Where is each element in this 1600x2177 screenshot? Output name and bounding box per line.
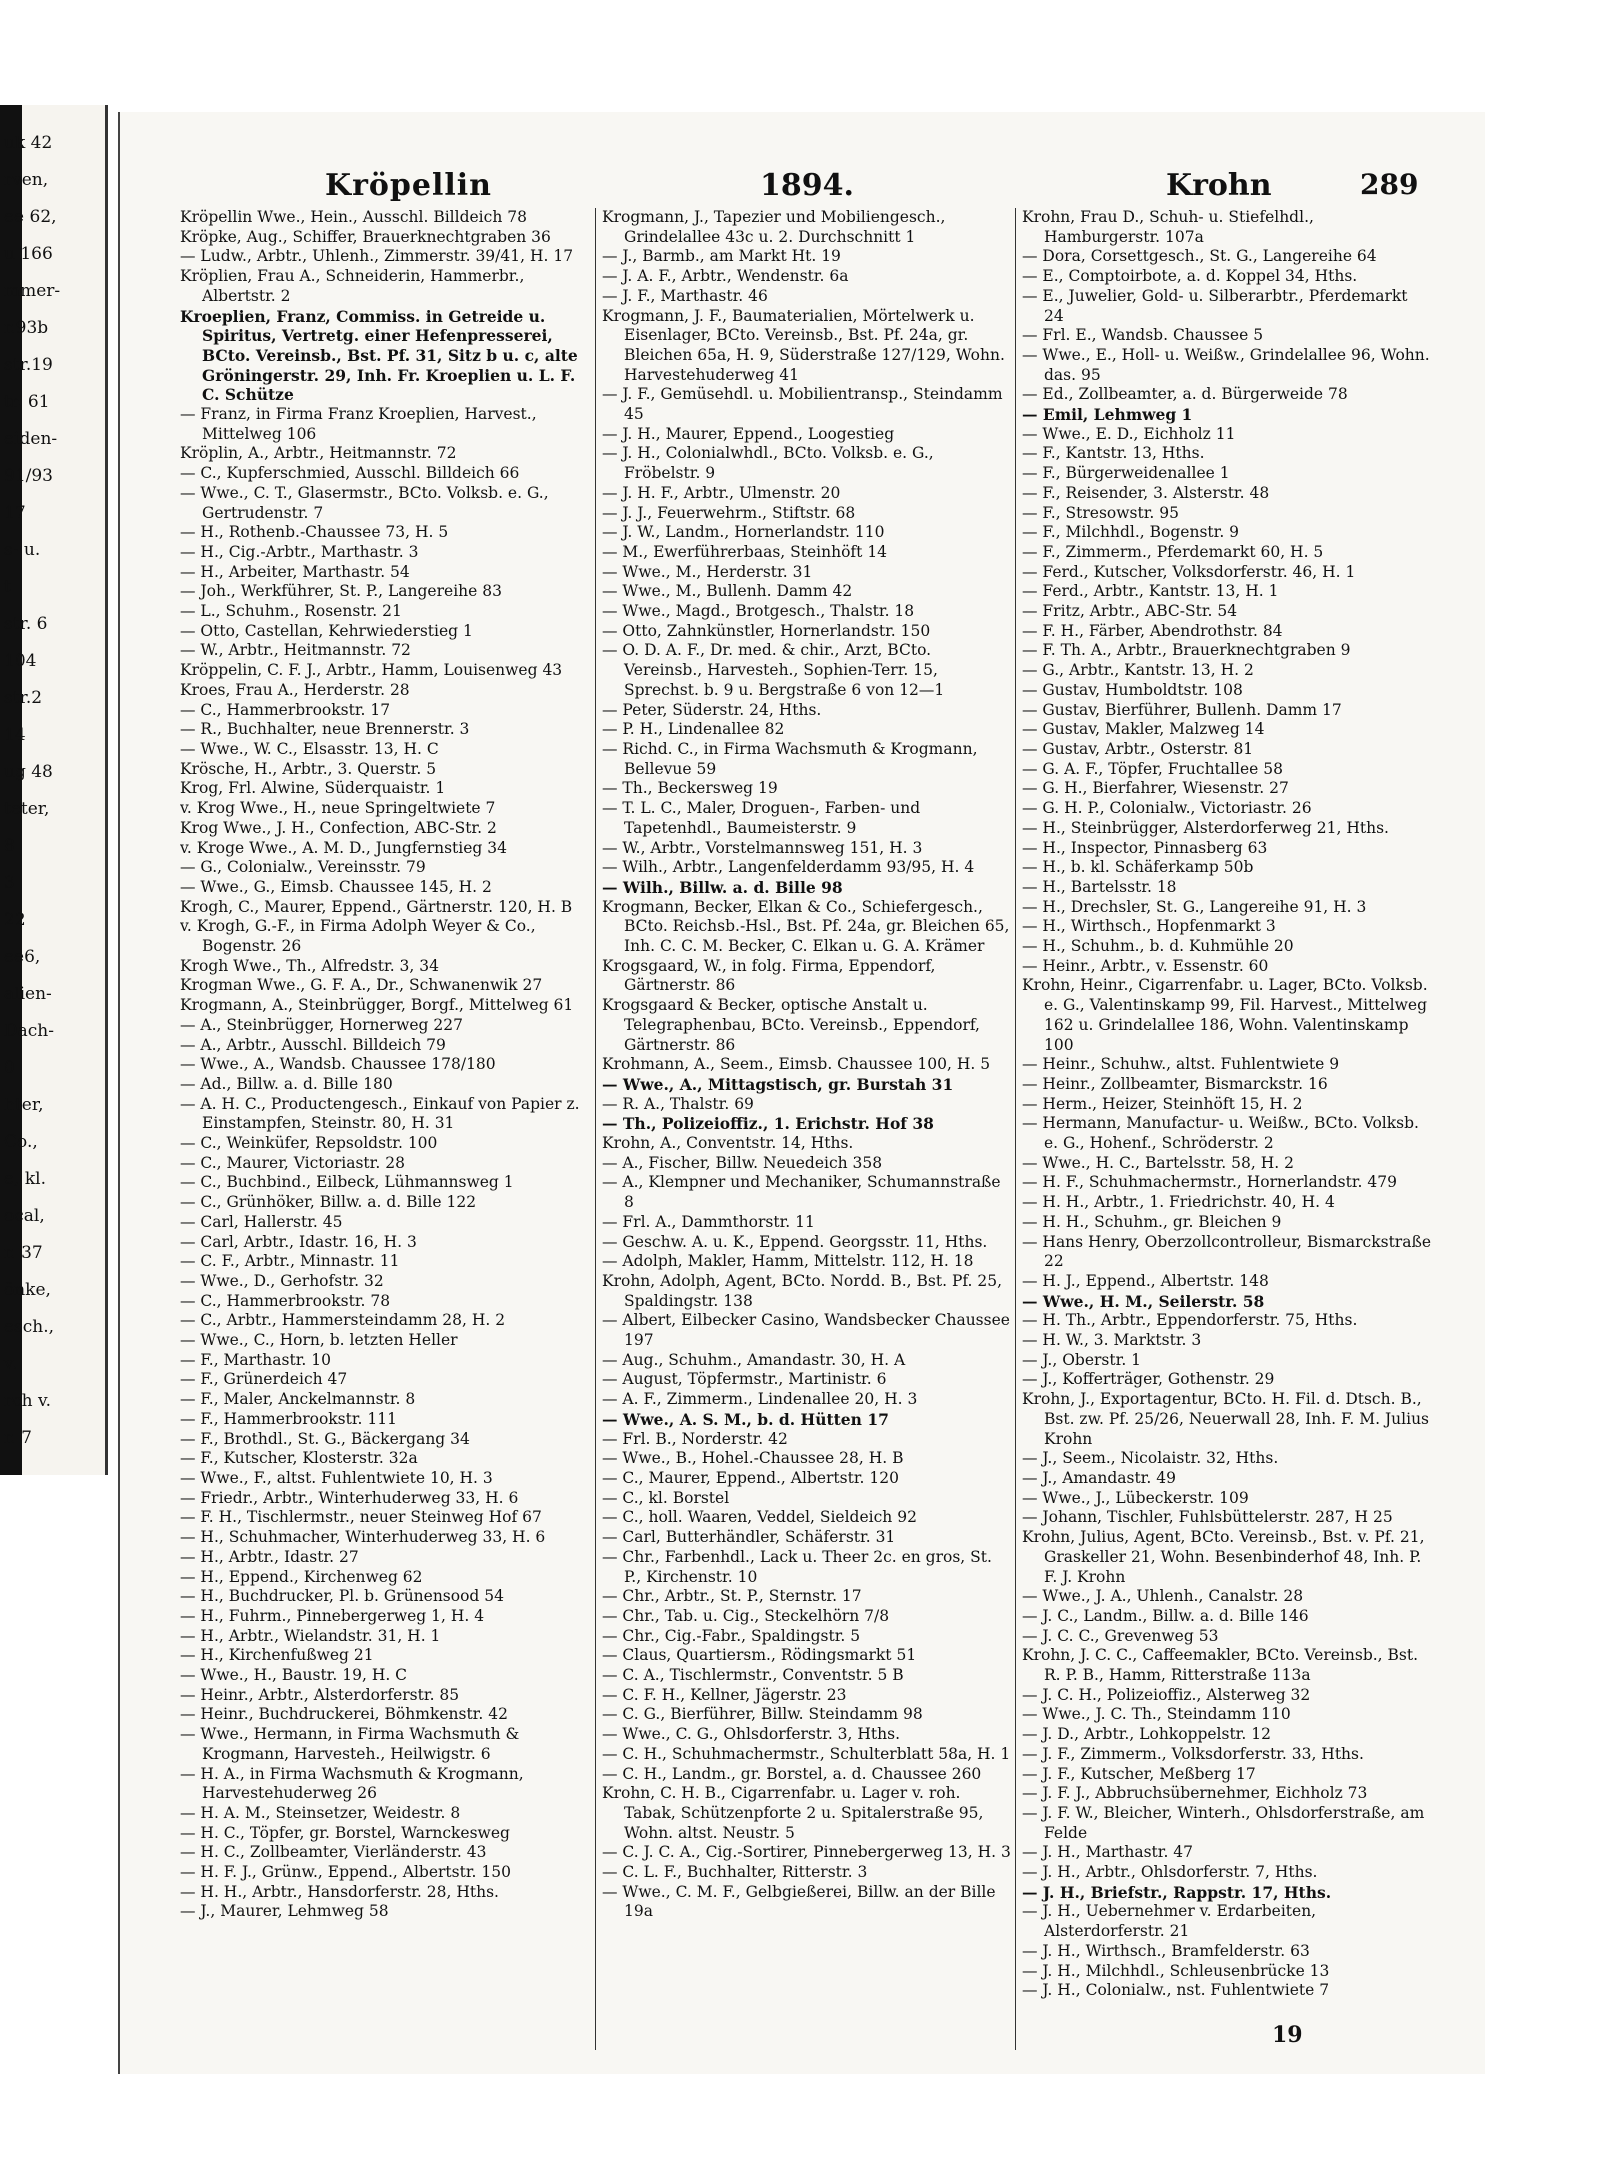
directory-entry: — C., Buchbind., Eilbeck, Lühmannsweg 1 (180, 1173, 514, 1192)
directory-entry: — Wwe., H. C., Bartelsstr. 58, H. 2 (1022, 1153, 1294, 1172)
directory-entry: — Adolph, Makler, Hamm, Mittelstr. 112, H. 18 (602, 1252, 974, 1271)
directory-entry: — H. H., Schuhm., gr. Bleichen 9 (1022, 1212, 1282, 1231)
directory-entry: Krohn, Heinr., Cigarrenfabr. u. Lager, BCto. Volksb. e. G., Valentinskamp 99, Fil. Harvest., Mittelweg 162 u. Grindelallee 186, Wohn. Valentinskamp 100 (1022, 976, 1428, 1054)
prev-page-fragment: teter, (4, 799, 50, 819)
directory-entry: — G. H. P., Colonialw., Victoriastr. 26 (1022, 799, 1312, 818)
directory-entry: — C. J. C. A., Cig.-Sortirer, Pinnebergerweg 13, H. 3 (602, 1843, 1011, 1862)
directory-entry: — Wwe., C. M. F., Gelbgießerei, Billw. an der Bille 19a (602, 1882, 996, 1921)
directory-entry: — Ad., Billw. a. d. Bille 180 (180, 1074, 393, 1093)
directory-entry: — J., Barmb., am Markt Ht. 19 (602, 247, 841, 266)
directory-entry: — H., Schuhmacher, Winterhuderweg 33, H. 6 (180, 1528, 546, 1547)
directory-entry: — Wwe., C. T., Glasermstr., BCto. Volksb. e. G., Gertrudenstr. 7 (180, 483, 549, 522)
directory-entry: — Wwe., J. A., Uhlenh., Canalstr. 28 (1022, 1587, 1304, 1606)
directory-entry: — M., Ewerführerbaas, Steinhöft 14 (602, 542, 888, 561)
directory-entry: — Th., Polizeioffiz., 1. Erichstr. Hof 38 (602, 1114, 934, 1134)
directory-entry: — A., Arbtr., Ausschl. Billdeich 79 (180, 1035, 446, 1054)
directory-entry: — H., Eppend., Kirchenweg 62 (180, 1567, 423, 1586)
directory-entry: — Wwe., J., Lübeckerstr. 109 (1022, 1488, 1249, 1507)
directory-entry: — R. A., Thalstr. 69 (602, 1094, 754, 1113)
directory-entry: — F., Marthastr. 10 (180, 1350, 331, 1369)
directory-entry: — G. H., Bierfahrer, Wiesenstr. 27 (1022, 779, 1289, 798)
column-2 (595, 208, 1012, 2050)
directory-entry: — Hermann, Manufactur- u. Weißw., BCto. Volksb. e. G., Hohenf., Schröderstr. 2 (1022, 1114, 1419, 1153)
prev-page-fragment: önke, (4, 1280, 51, 1300)
directory-entry: — Wwe., W. C., Elsasstr. 13, H. C (180, 739, 439, 758)
directory-entry: — Wwe., A., Wandsb. Chaussee 178/180 (180, 1055, 496, 1074)
directory-entry: — H. H., Arbtr., 1. Friedrichstr. 40, H. 4 (1022, 1193, 1335, 1212)
directory-entry: — H., Rothenb.-Chaussee 73, H. 5 (180, 523, 449, 542)
directory-entry: — C., kl. Borstel (602, 1488, 730, 1507)
directory-entry: — Franz, in Firma Franz Kroeplien, Harvest., Mittelweg 106 (180, 405, 537, 443)
directory-entry: — H., Wirthsch., Hopfenmarkt 3 (1022, 917, 1276, 936)
directory-entry: — Albert, Eilbecker Casino, Wandsbecker Chaussee 197 (602, 1311, 1010, 1350)
directory-entry: — Wwe., F., altst. Fuhlentwiete 10, H. 3 (180, 1469, 493, 1487)
directory-entry: — Wwe., Hermann, in Firma Wachsmuth & Krogmann, Harvesteh., Heilwigstr. 6 (180, 1725, 520, 1763)
prev-page-fragment: Co., (4, 1132, 38, 1152)
prev-page-fragment: ocal, (4, 1206, 45, 1226)
directory-entry: — H., Bartelsstr. 18 (1022, 877, 1177, 896)
header-year: 1894. (760, 168, 854, 203)
directory-entry: — C., Grünhöker, Billw. a. d. Bille 122 (180, 1193, 477, 1212)
directory-entry: — F. H., Färber, Abendrothstr. 84 (1022, 621, 1283, 640)
prev-page-fragment: 14 (4, 725, 26, 745)
directory-entry: Krog, Frl. Alwine, Süderquaistr. 1 (180, 779, 446, 798)
directory-entry: — A. F., Zimmerm., Lindenallee 20, H. 3 (602, 1390, 918, 1409)
directory-entry: — H. J., Eppend., Albertstr. 148 (1022, 1271, 1269, 1290)
directory-entry: — E., Comptoirbote, a. d. Koppel 34, Hths. (1022, 267, 1358, 286)
directory-entry: — Wwe., H., Baustr. 19, H. C (180, 1666, 408, 1685)
directory-entry: — C., Hammerbrookstr. 17 (180, 700, 391, 719)
prev-page-fragment: r. 37 (4, 1243, 43, 1263)
directory-entry: v. Krogh, G.-F., in Firma Adolph Weyer & Co., Bogenstr. 26 (180, 917, 536, 956)
directory-entry: — A., Klempner und Mechaniker, Schumannstraße 8 (602, 1173, 1001, 1212)
directory-entry: — J. F., Zimmerm., Volksdorferstr. 33, Hths. (1022, 1744, 1364, 1763)
signature-mark: 19 (1272, 2022, 1303, 2048)
directory-entry: Kroes, Frau A., Herderstr. 28 (180, 680, 410, 699)
directory-entry: — Wwe., B., Hohel.-Chaussee 28, H. B (602, 1449, 904, 1468)
directory-entry: — Chr., Tab. u. Cig., Steckelhörn 7/8 (602, 1606, 890, 1625)
directory-entry: — J. H., Colonialwhdl., BCto. Volksb. e. G., Fröbelstr. 9 (602, 444, 934, 483)
directory-entry: Krohn, J., Exportagentur, BCto. H. Fil. d. Dtsch. B., Bst. zw. Pf. 25/26, Neuerwall 28, Inh. F. M. Julius Krohn (1022, 1390, 1430, 1448)
directory-entry: Krohn, C. H. B., Cigarrenfabr. u. Lager v. roh. Tabak, Schützenpforte 2 u. Spitalerstraße 95, Wohn. altst. Neustr. 5 (602, 1784, 984, 1842)
directory-entry: — Carl, Butterhändler, Schäferstr. 31 (602, 1528, 896, 1547)
directory-entry: Krogman Wwe., G. F. A., Dr., Schwanenwik 27 (180, 976, 543, 995)
directory-entry: — G., Colonialw., Vereinsstr. 79 (180, 858, 426, 877)
prev-page-fragment: Dach- (4, 1021, 54, 1041)
directory-entry: — J. J., Feuerwehrm., Stiftstr. 68 (602, 503, 856, 522)
directory-entry: — H. H., Arbtr., Hansdorferstr. 28, Hths. (180, 1882, 499, 1901)
directory-entry: — G., Arbtr., Kantstr. 13, H. 2 (1022, 661, 1254, 680)
prev-page-fragment: esch., (4, 1317, 55, 1337)
directory-entry: — J. F. J., Abbruchsübernehmer, Eichholz 73 (1022, 1784, 1368, 1803)
directory-entry: — J. H., Milchhdl., Schleusenbrücke 13 (1022, 1961, 1330, 1980)
directory-entry: — Chr., Farbenhdl., Lack u. Theer 2c. en gros, St. P., Kirchenstr. 10 (602, 1547, 992, 1586)
directory-entry: — F., Maler, Anckelmannstr. 8 (180, 1390, 416, 1409)
directory-entry: Krogsgaard & Becker, optische Anstalt u. Telegraphenbau, BCto. Vereinsb., Eppendorf, Gärtnerstr. 86 (602, 996, 980, 1054)
directory-entry: — R., Buchhalter, neue Brennerstr. 3 (180, 720, 470, 739)
directory-entry: — C. G., Bierführer, Billw. Steindamm 98 (602, 1705, 923, 1724)
directory-entry: — Claus, Quartiersm., Rödingsmarkt 51 (602, 1646, 917, 1665)
directory-entry: Krogh, C., Maurer, Eppend., Gärtnerstr. 120, H. B (180, 897, 573, 916)
directory-entry: Kröppelin, C. F. J., Arbtr., Hamm, Louisenweg 43 (180, 661, 563, 680)
book-spine (0, 105, 22, 1475)
directory-entry: — Hans Henry, Oberzollcontrolleur, Bismarckstraße 22 (1022, 1232, 1431, 1271)
prev-page-fragment: 22 (4, 910, 26, 930)
prev-page-fragment: s- u. (4, 540, 41, 560)
header-left-keyword: Kröpellin (325, 168, 492, 203)
directory-entry: — F., Reisender, 3. Alsterstr. 48 (1022, 483, 1270, 502)
directory-entry: — C. F., Arbtr., Minnastr. 11 (180, 1252, 400, 1271)
directory-entry: Krogh Wwe., Th., Alfredstr. 3, 34 (180, 956, 439, 975)
prev-page-fragment: 0 (4, 1058, 15, 1078)
directory-entry: — Emil, Lehmweg 1 (1022, 405, 1193, 425)
directory-entry: — L., Schuhm., Rosenstr. 21 (180, 602, 402, 621)
directory-entry: Krohn, Frau D., Schuh- u. Stiefelhdl., Hamburgerstr. 107a (1022, 208, 1314, 246)
directory-entry: — Dora, Corsettgesch., St. G., Langereihe 64 (1022, 247, 1377, 266)
directory-entry: — P. H., Lindenallee 82 (602, 720, 785, 739)
directory-entry: — Wwe., A. S. M., b. d. Hütten 17 (602, 1409, 889, 1429)
header-right-keyword: Krohn (1166, 168, 1272, 203)
directory-entry: — Frl. E., Wandsb. Chaussee 5 (1022, 326, 1264, 345)
directory-entry: Krohn, J. C. C., Caffeemakler, BCto. Vereinsb., Bst. R. P. B., Hamm, Ritterstraße 113a (1022, 1646, 1419, 1685)
directory-entry: — Wwe., J. C. Th., Steindamm 110 (1022, 1705, 1291, 1724)
directory-entry: — H. F. J., Grünw., Eppend., Albertstr. 150 (180, 1863, 511, 1882)
prev-page-fragment: hter, (4, 1095, 44, 1115)
directory-entry: — F., Grünerdeich 47 (180, 1370, 348, 1389)
prev-page-fragment: str.19 (4, 355, 53, 375)
directory-entry: — J. H., Briefstr., Rappstr. 17, Hths. (1022, 1882, 1332, 1902)
directory-entry: — Joh., Werkführer, St. P., Langereihe 83 (180, 582, 502, 601)
directory-entry: — Wwe., C. G., Ohlsdorferstr. 3, Hths. (602, 1725, 901, 1744)
prev-page-fragment: str.2 (4, 688, 43, 708)
directory-entry: Kröplien, Frau A., Schneiderin, Hammerbr., Albertstr. 2 (180, 267, 525, 305)
directory-entry: Krohn, Adolph, Agent, BCto. Nordd. B., Bst. Pf. 25, Spaldingstr. 138 (602, 1271, 1003, 1310)
directory-entry: — J. H., Colonialw., nst. Fuhlentwiete 7 (1022, 1981, 1330, 2000)
directory-entry: — J. W., Landm., Hornerlandstr. 110 (602, 523, 885, 542)
directory-entry: — H., Schuhm., b. d. Kuhmühle 20 (1022, 937, 1294, 956)
directory-entry: — J. H., Arbtr., Ohlsdorferstr. 7, Hths. (1022, 1863, 1318, 1882)
directory-entry: — F., Kantstr. 13, Hths. (1022, 444, 1205, 463)
directory-entry: Krogmann, J. F., Baumaterialien, Mörtelwerk u. Eisenlager, BCto. Vereinsb., Bst. Pf. 24a, gr. Bleichen 65a, H. 9, Süderstraße 127/129, Wohn. Harvestehuderweg 41 (602, 306, 1005, 384)
directory-entry: — Friedr., Arbtr., Winterhuderweg 33, H. 6 (180, 1488, 519, 1507)
directory-entry: Krohmann, A., Seem., Eimsb. Chaussee 100, H. 5 (602, 1055, 991, 1074)
directory-entry: — F., Zimmerm., Pferdemarkt 60, H. 5 (1022, 542, 1324, 561)
directory-entry: — C. L. F., Buchhalter, Ritterstr. 3 (602, 1863, 868, 1882)
directory-entry: — J. H., Wirthsch., Bramfelderstr. 63 (1022, 1941, 1310, 1960)
directory-entry: Kröpke, Aug., Schiffer, Brauerknechtgraben 36 (180, 227, 551, 246)
directory-entry: — H. F., Schuhmachermstr., Hornerlandstr. 479 (1022, 1173, 1397, 1192)
directory-entry: Kroeplien, Franz, Commiss. in Getreide u. Spiritus, Vertretg. einer Hefenpresserei, BCto. Vereinsb., Bst. Pf. 31, Sitz b u. c, alte Gröningerstr. 29, Inh. Fr. Kroeplien u. L. F. C. Schütze (180, 306, 578, 405)
directory-entry: Kröpellin Wwe., Hein., Ausschl. Billdeich 78 (180, 208, 527, 226)
directory-entry: Krohn, Julius, Agent, BCto. Vereinsb., Bst. v. Pf. 21, Graskeller 21, Wohn. Besenbinderhof 48, Inh. P. F. J. Krohn (1022, 1528, 1425, 1586)
prev-page-fragment: ee6, (4, 947, 41, 967)
directory-page (118, 112, 1485, 2074)
directory-entry: — H. W., 3. Marktstr. 3 (1022, 1331, 1202, 1350)
directory-entry: — Wwe., D., Gerhofstr. 32 (180, 1271, 384, 1290)
directory-entry: v. Krog Wwe., H., neue Springeltwiete 7 (180, 799, 496, 818)
directory-entry: — H. Th., Arbtr., Eppendorferstr. 75, Hths. (1022, 1311, 1358, 1330)
directory-entry: — Ed., Zollbeamter, a. d. Bürgerweide 78 (1022, 385, 1348, 404)
directory-entry: — Richd. C., in Firma Wachsmuth & Krogmann, Bellevue 59 (602, 739, 978, 778)
directory-entry: — Otto, Zahnkünstler, Hornerlandstr. 150 (602, 621, 931, 640)
directory-entry: Krogmann, Becker, Elkan & Co., Schiefergesch., BCto. Reichsb.-Hsl., Bst. Pf. 24a, gr. Bleichen 65, Inh. C. C. M. Becker, C. Elkan u. G. A. Krämer (602, 897, 1010, 956)
directory-entry: — J. H. F., Arbtr., Ulmenstr. 20 (602, 483, 841, 502)
prev-page-fragment: 91/93 (4, 466, 53, 486)
directory-entry: — C., Arbtr., Hammersteindamm 28, H. 2 (180, 1311, 506, 1330)
directory-entry: — J., Seem., Nicolaistr. 32, Hths. (1022, 1449, 1279, 1468)
directory-entry: Krösche, H., Arbtr., 3. Querstr. 5 (180, 759, 437, 778)
prev-page-fragment: rven, (4, 170, 49, 190)
directory-entry: — Heinr., Zollbeamter, Bismarckstr. 16 (1022, 1074, 1328, 1093)
directory-entry: — H., Steinbrügger, Alsterdorferweg 21, Hths. (1022, 818, 1389, 837)
directory-entry: — H., Drechsler, St. G., Langereihe 91, H. 3 (1022, 897, 1367, 916)
directory-entry: — J., Oberstr. 1 (1022, 1350, 1142, 1369)
directory-entry: — Frl. B., Norderstr. 42 (602, 1429, 788, 1448)
directory-entry: — Gustav, Humboldtstr. 108 (1022, 680, 1243, 699)
directory-entry: — Heinr., Arbtr., v. Essenstr. 60 (1022, 956, 1269, 975)
directory-entry: — August, Töpfermstr., Martinistr. 6 (602, 1370, 887, 1389)
prev-page-fragment: alien- (4, 984, 52, 1004)
directory-entry: — J. C., Landm., Billw. a. d. Bille 146 (1022, 1606, 1309, 1625)
prev-page-fragment: 17 (4, 503, 26, 523)
directory-entry: — F., Bürgerweidenallee 1 (1022, 464, 1230, 483)
directory-entry: — H., Inspector, Pinnasberg 63 (1022, 838, 1268, 857)
directory-entry: Krog Wwe., J. H., Confection, ABC-Str. 2 (180, 818, 497, 837)
directory-entry: — J. H., Uebernehmer v. Erdarbeiten, Alsterdorferstr. 21 (1022, 1902, 1317, 1941)
prev-page-fragment: str. 6 (4, 614, 48, 634)
directory-entry: — H., b. kl. Schäferkamp 50b (1022, 858, 1254, 877)
directory-entry: — Chr., Arbtr., St. P., Sternstr. 17 (602, 1587, 862, 1606)
directory-entry: — J. H., Marthastr. 47 (1022, 1843, 1194, 1862)
directory-entry: — J., Maurer, Lehmweg 58 (180, 1902, 389, 1921)
directory-entry: — C. A., Tischlermstr., Conventstr. 5 B (602, 1666, 904, 1685)
prev-page-fragment: ee 62, (4, 207, 57, 227)
column-3 (1015, 208, 1432, 2050)
directory-entry: — Herm., Heizer, Steinhöft 15, H. 2 (1022, 1094, 1303, 1113)
directory-entry: — Wwe., M., Herderstr. 31 (602, 562, 813, 581)
directory-entry: — C. H., Landm., gr. Borstel, a. d. Chaussee 260 (602, 1764, 982, 1783)
directory-entry: — Johann, Tischler, Fuhlsbüttelerstr. 287, H 25 (1022, 1508, 1393, 1527)
column-1 (180, 208, 590, 2050)
directory-entry: — F., Stresowstr. 95 (1022, 503, 1179, 522)
prev-page-fragment: t (4, 577, 11, 597)
directory-entry: — J. C. H., Polizeioffiz., Alsterweg 32 (1022, 1685, 1311, 1704)
directory-entry: — A. H. C., Productengesch., Einkauf von Papier z. Einstampfen, Steinstr. 80, H. 31 (180, 1094, 580, 1133)
directory-entry: — C., Weinküfer, Repsoldstr. 100 (180, 1134, 438, 1153)
directory-entry: — J. F., Kutscher, Meßberg 17 (1022, 1764, 1256, 1783)
directory-entry: — F., Milchhdl., Bogenstr. 9 (1022, 523, 1240, 542)
directory-entry: — Heinr., Arbtr., Alsterdorferstr. 85 (180, 1685, 460, 1704)
directory-entry: — J. D., Arbtr., Lohkoppelstr. 12 (1022, 1725, 1271, 1744)
directory-entry: — Wwe., G., Eimsb. Chaussee 145, H. 2 (180, 877, 492, 896)
directory-entry: — C., Maurer, Victoriastr. 28 (180, 1153, 405, 1172)
directory-entry: — F., Brothdl., St. G., Bäckergang 34 (180, 1429, 470, 1448)
directory-entry: — W., Arbtr., Vorstelmannsweg 151, H. 3 (602, 838, 923, 857)
directory-entry: — Wwe., C., Horn, b. letzten Heller (180, 1331, 458, 1350)
directory-entry: — T. L. C., Maler, Droguen-, Farben- und Tapetenhdl., Baumeisterstr. 9 (602, 799, 921, 837)
directory-entry: — Peter, Süderstr. 24, Hths. (602, 700, 822, 719)
directory-entry: — H., Buchdrucker, Pl. b. Grünensood 54 (180, 1587, 505, 1606)
directory-entry: — F., Hammerbrookstr. 111 (180, 1409, 397, 1428)
directory-entry: — Ludw., Arbtr., Uhlenh., Zimmerstr. 39/41, H. 17 (180, 247, 574, 266)
directory-entry: — H., Cig.-Arbtr., Marthastr. 3 (180, 542, 419, 561)
directory-entry: — J. C. C., Grevenweg 53 (1022, 1626, 1219, 1645)
directory-entry: — Wwe., M., Bullenh. Damm 42 (602, 582, 853, 601)
prev-page-fragment: 3 (4, 873, 15, 893)
directory-entry: — F. H., Tischlermstr., neuer Steinweg Hof 67 (180, 1508, 542, 1527)
directory-entry: — E., Juwelier, Gold- u. Silberarbtr., Pferdemarkt 24 (1022, 286, 1408, 325)
directory-entry: Krohn, A., Conventstr. 14, Hths. (602, 1134, 854, 1153)
directory-entry: — H. A. M., Steinsetzer, Weidestr. 8 (180, 1803, 461, 1822)
directory-entry: — Wwe., E., Holl- u. Weißw., Grindelallee 96, Wohn. das. 95 (1022, 345, 1430, 384)
directory-entry: — Heinr., Schuhw., altst. Fuhlentwiete 9 (1022, 1055, 1340, 1074)
prev-page-fragment: e, kl. (4, 1169, 47, 1189)
prev-page-fragment: rch v. (4, 1391, 51, 1411)
directory-entry: — Ferd., Kutscher, Volksdorferstr. 46, H. 1 (1022, 562, 1356, 581)
directory-entry: — Chr., Cig.-Fabr., Spaldingstr. 5 (602, 1626, 861, 1645)
prev-page-fragment: 104 (4, 651, 37, 671)
page-header (120, 168, 1485, 208)
directory-entry: — Fritz, Arbtr., ABC-Str. 54 (1022, 602, 1238, 621)
directory-entry: — C., Kupferschmied, Ausschl. Billdeich 66 (180, 464, 520, 483)
directory-entry: — A., Fischer, Billw. Neuedeich 358 (602, 1153, 883, 1172)
directory-entry: — O. D. A. F., Dr. med. & chir., Arzt, BCto. Vereinsb., Harvesteh., Sophien-Terr. 15, Sprechst. b. 9 u. Bergstraße 6 von 12—1 (602, 641, 945, 699)
directory-entry: — F. Th. A., Arbtr., Brauerknechtgraben 9 (1022, 641, 1351, 660)
directory-entry: Krogmann, J., Tapezier und Mobiliengesch., Grindelallee 43c u. 2. Durchschnitt 1 (602, 208, 946, 246)
directory-entry: — J. H., Maurer, Eppend., Loogestieg (602, 424, 895, 443)
prev-page-fragment: u 166 (4, 244, 53, 264)
directory-entry: — H. C., Zollbeamter, Vierländerstr. 43 (180, 1843, 487, 1862)
directory-entry: Kröplin, A., Arbtr., Heitmannstr. 72 (180, 444, 457, 463)
directory-entry: — Wwe., E. D., Eichholz 11 (1022, 424, 1236, 443)
directory-entry: — H., Kirchenfußweg 21 (180, 1646, 374, 1665)
directory-entry: — Carl, Arbtr., Idastr. 16, H. 3 (180, 1232, 417, 1251)
directory-entry: — Frl. A., Dammthorstr. 11 (602, 1212, 815, 1231)
directory-entry: v. Kroge Wwe., A. M. D., Jungfernstieg 34 (180, 838, 507, 857)
directory-entry: — Gustav, Bierführer, Bullenh. Damm 17 (1022, 700, 1342, 719)
directory-entry: — H., Arbeiter, Marthastr. 54 (180, 562, 410, 581)
directory-entry: — A., Steinbrügger, Hornerweg 227 (180, 1015, 463, 1034)
prev-page-fragment: r. 7 (4, 1428, 32, 1448)
prev-page-fragment: mmer- (4, 281, 61, 301)
prev-page-fragment: ug 48 (4, 762, 53, 782)
prev-page-fragment: 8 (4, 836, 15, 856)
directory-entry: — H., Fuhrm., Pinnebergerweg 1, H. 4 (180, 1606, 485, 1625)
directory-entry: — H. C., Töpfer, gr. Borstel, Warnckesweg (180, 1823, 510, 1842)
directory-entry: — J. F., Marthastr. 46 (602, 286, 768, 305)
directory-entry: — J., Kofferträger, Gothenstr. 29 (1022, 1370, 1275, 1389)
directory-entry: — J., Amandastr. 49 (1022, 1469, 1176, 1487)
directory-entry: — Th., Beckersweg 19 (602, 779, 778, 798)
directory-entry: Krogsgaard, W., in folg. Firma, Eppendorf, Gärtnerstr. 86 (602, 956, 936, 995)
directory-entry: — Gustav, Makler, Malzweg 14 (1022, 720, 1265, 739)
directory-entry: — G. A. F., Töpfer, Fruchtallee 58 (1022, 759, 1283, 778)
directory-entry: — Wilh., Billw. a. d. Bille 98 (602, 877, 843, 897)
directory-entry: Krogmann, A., Steinbrügger, Borgf., Mittelweg 61 (180, 996, 574, 1015)
directory-entry: — Aug., Schuhm., Amandastr. 30, H. A (602, 1350, 906, 1369)
directory-entry: — Ferd., Arbtr., Kantstr. 13, H. 1 (1022, 582, 1279, 601)
directory-entry: — Geschw. A. u. K., Eppend. Georgsstr. 11, Hths. (602, 1232, 988, 1251)
directory-entry: — J. F. W., Bleicher, Winterh., Ohlsdorferstraße, am Felde (1022, 1803, 1425, 1842)
prev-page-fragment: eiden- (4, 429, 58, 449)
directory-entry: — C. H., Schuhmachermstr., Schulterblatt 58a, H. 1 (602, 1744, 1011, 1763)
prev-page-fragment: v. (4, 1354, 17, 1374)
directory-entry: — Wwe., H. M., Seilerstr. 58 (1022, 1291, 1265, 1311)
directory-entry: — C. F. H., Kellner, Jägerstr. 23 (602, 1685, 847, 1704)
directory-entry: — Otto, Castellan, Kehrwiederstieg 1 (180, 621, 473, 640)
page-number: 289 (1360, 168, 1419, 201)
prev-page-fragment: uk 42 (4, 133, 53, 153)
directory-entry: — Wwe., A., Mittagstisch, gr. Burstah 31 (602, 1074, 954, 1094)
directory-entry: — Heinr., Buchdruckerei, Böhmkenstr. 42 (180, 1705, 508, 1724)
directory-entry: — Gustav, Arbtr., Osterstr. 81 (1022, 739, 1254, 758)
directory-entry: — Wilh., Arbtr., Langenfelderdamm 93/95, H. 4 (602, 858, 975, 877)
prev-page-fragment: tr. 61 (4, 392, 50, 412)
previous-page-edge (0, 105, 108, 1475)
directory-entry: — F., Kutscher, Klosterstr. 32a (180, 1449, 418, 1468)
directory-entry: — C., Hammerbrookstr. 78 (180, 1291, 391, 1310)
directory-entry: — H., Arbtr., Wielandstr. 31, H. 1 (180, 1626, 441, 1645)
directory-entry: — Carl, Hallerstr. 45 (180, 1212, 343, 1231)
directory-entry: — W., Arbtr., Heitmannstr. 72 (180, 641, 411, 660)
directory-entry: — J. F., Gemüsehdl. u. Mobilientransp., Steindamm 45 (602, 385, 1003, 424)
directory-entry: — Wwe., Magd., Brotgesch., Thalstr. 18 (602, 602, 915, 621)
directory-entry: — H., Arbtr., Idastr. 27 (180, 1547, 359, 1566)
directory-entry: — H. A., in Firma Wachsmuth & Krogmann, Harvestehuderweg 26 (180, 1764, 524, 1803)
directory-entry: — C., holl. Waaren, Veddel, Sieldeich 92 (602, 1508, 917, 1527)
directory-entry: — J. A. F., Arbtr., Wendenstr. 6a (602, 267, 849, 286)
prev-page-fragment: r.93b (4, 318, 49, 338)
directory-entry: — C., Maurer, Eppend., Albertstr. 120 (602, 1469, 899, 1487)
